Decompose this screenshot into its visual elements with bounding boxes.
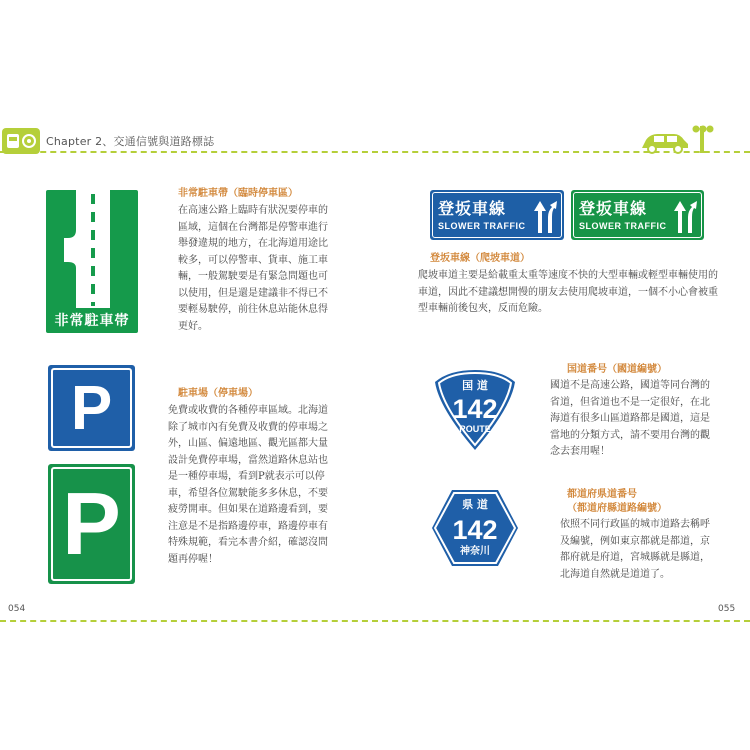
- lane-split-arrow-icon: [532, 195, 558, 235]
- prefectural-route-top: 県 道: [462, 498, 488, 511]
- prefectural-route-number: 142: [452, 515, 498, 545]
- prefectural-route-title-line1: 都道府県道番号: [567, 489, 637, 500]
- car-and-signal-icon: [640, 124, 750, 154]
- lane-sign-en: SLOWER TRAFFIC: [579, 221, 667, 231]
- lane-sign-jp: 登坂車線: [579, 199, 648, 218]
- emergency-body: 在高速公路上臨時有狀況要停車的區域，這個在台灣都是停警車進行舉發違規的地方，在北海道用途比較多，可以停警車、貨車、施工車輛，一般駕駛要是有緊急問題也可以使用，但是還是建議非不得已不要輕易駛停，前往休息站能休息得更好。: [178, 205, 328, 332]
- national-route-shield: [431, 368, 519, 452]
- parking-title: 駐車場（停車場）: [178, 388, 258, 399]
- prefectural-route-bottom: 神奈川: [460, 546, 490, 557]
- parking-sign-green: [48, 464, 135, 584]
- car-badge-icon: [2, 128, 40, 154]
- parking-sign-letter: P: [70, 373, 113, 443]
- emergency-parking-sign: [46, 190, 138, 333]
- national-route-title: 国道番号（國道編號）: [567, 364, 667, 375]
- prefectural-route-title-line2: （都道府縣道路編號）: [567, 503, 667, 514]
- climbing-lane-sign-green: [571, 190, 704, 240]
- national-route-number: 142: [452, 394, 498, 424]
- prefectural-route-shield: [430, 488, 520, 568]
- page-number-left: 054: [8, 604, 26, 614]
- climbing-lane-sign-blue: [430, 190, 564, 240]
- emergency-title: 非常駐車帶（臨時停車區）: [178, 188, 298, 199]
- parking-sign-blue: [48, 365, 135, 451]
- header-divider: [0, 151, 750, 153]
- national-route-bottom: ROUTE: [459, 424, 491, 434]
- prefectural-route-body: 依照不同行政區的城市道路去稱呼及編號，例如東京都就是都道，京都府就是府道，宮城縣就是縣道，北海道自然就是道道了。: [560, 519, 710, 580]
- emergency-sign-label: 非常駐車帯: [54, 313, 130, 329]
- climbing-title: 登坂車線（爬坡車道）: [430, 253, 530, 264]
- lane-split-arrow-icon: [672, 195, 698, 235]
- lane-sign-en: SLOWER TRAFFIC: [438, 221, 526, 231]
- national-route-body: 國道不是高速公路，國道等同台灣的省道，但省道也不是一定很好，在北海道有很多山區道路都是國道，這是當地的分類方式，請不要用台灣的觀念去套用喔！: [550, 380, 710, 457]
- chapter-title: Chapter 2、交通信號與道路標誌: [46, 135, 215, 148]
- climbing-body: 爬坡車道主要是給載重太重等速度不快的大型車輛或輕型車輛使用的車道，因此不建議想開慢的朋友去使用爬坡車道，一個不小心會被重型車輛前後包夾，反而危險。: [418, 270, 718, 314]
- footer-divider: [0, 620, 750, 622]
- parking-sign-letter: P: [62, 474, 121, 573]
- emergency-bay-road-icon: [46, 190, 138, 308]
- page-number-right: 055: [718, 604, 736, 614]
- lane-sign-jp: 登坂車線: [438, 199, 507, 218]
- national-route-top: 国 道: [462, 379, 488, 392]
- parking-body: 免費或收費的各種停車區域。北海道除了城市內有免費及收費的停車場之外，山區、偏遠地區、觀光區都大量設計免費停車場，當然道路休息站也是一種停車場，看到P就表示可以停車，希望各位駕駛能多多休息，不要疲勞開車。但如果在道路邊看到，要注意是不是指路邊停車，路邊停車有特殊規範，看完本書介紹，確認沒問題再停喔！: [168, 405, 328, 565]
